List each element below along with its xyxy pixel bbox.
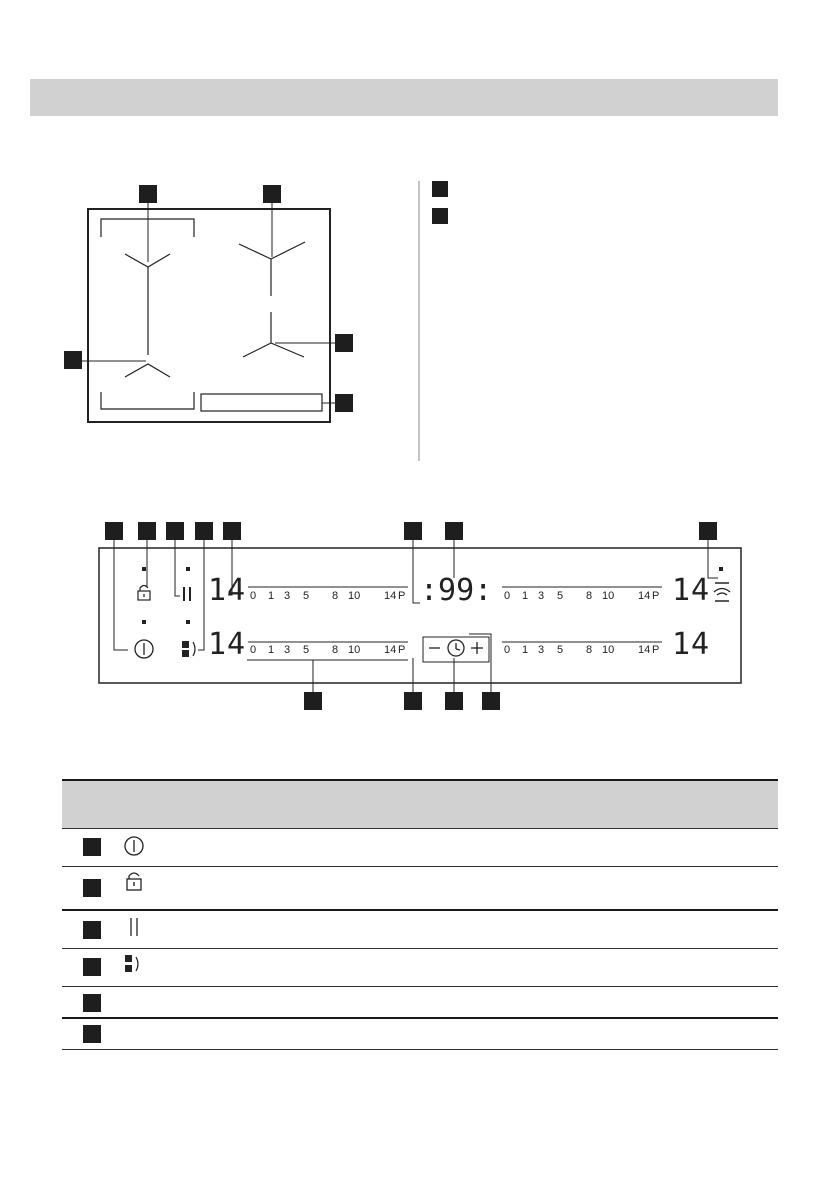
scale-label[interactable]: 10	[602, 644, 615, 656]
scale-label[interactable]: 1	[522, 644, 529, 656]
scale-label[interactable]: P	[652, 644, 660, 656]
scale-label[interactable]: 5	[557, 644, 564, 656]
scale-label[interactable]: 3	[284, 644, 291, 656]
scale-label[interactable]: 1	[268, 590, 275, 602]
timer-display: :99:	[420, 573, 493, 608]
bridge-icon	[125, 955, 138, 972]
scale-label[interactable]: 5	[303, 590, 310, 602]
scale-label[interactable]: 0	[250, 644, 257, 656]
scale-label[interactable]: P	[398, 590, 406, 602]
scale-label[interactable]: 1	[522, 590, 529, 602]
lock-icon	[127, 873, 141, 890]
scale-label[interactable]: 1	[268, 644, 275, 656]
scale-label[interactable]: 10	[348, 590, 361, 602]
power-icon	[125, 837, 143, 855]
scale-label[interactable]: P	[652, 590, 660, 602]
scale-label[interactable]: P	[398, 644, 406, 656]
scale-label[interactable]: 3	[538, 590, 545, 602]
scale-label[interactable]: 5	[303, 644, 310, 656]
zone-display-rear-right: 14	[672, 627, 711, 662]
scale-label[interactable]: 14	[384, 644, 397, 656]
scale-label[interactable]: 8	[586, 644, 593, 656]
scale-label[interactable]: 8	[586, 590, 593, 602]
scale-label[interactable]: 0	[504, 644, 511, 656]
scale-label[interactable]: 0	[504, 590, 511, 602]
pause-icon	[131, 918, 137, 936]
scale-label[interactable]: 5	[557, 590, 564, 602]
scale-label[interactable]: 8	[332, 644, 339, 656]
scale-label[interactable]: 3	[538, 644, 545, 656]
scale-label[interactable]: 14	[638, 590, 651, 602]
scale-label[interactable]: 14	[638, 644, 651, 656]
scale-label[interactable]: 3	[284, 590, 291, 602]
scale-label[interactable]: 0	[250, 590, 257, 602]
scale-label[interactable]: 10	[602, 590, 615, 602]
scale-label[interactable]: 10	[348, 644, 361, 656]
zone-display-front-right: 14	[672, 573, 711, 608]
zone-display-rear-left: 14	[208, 627, 247, 662]
zone-display-front-left: 14	[208, 573, 247, 608]
scale-label[interactable]: 14	[384, 590, 397, 602]
scale-label[interactable]: 8	[332, 590, 339, 602]
